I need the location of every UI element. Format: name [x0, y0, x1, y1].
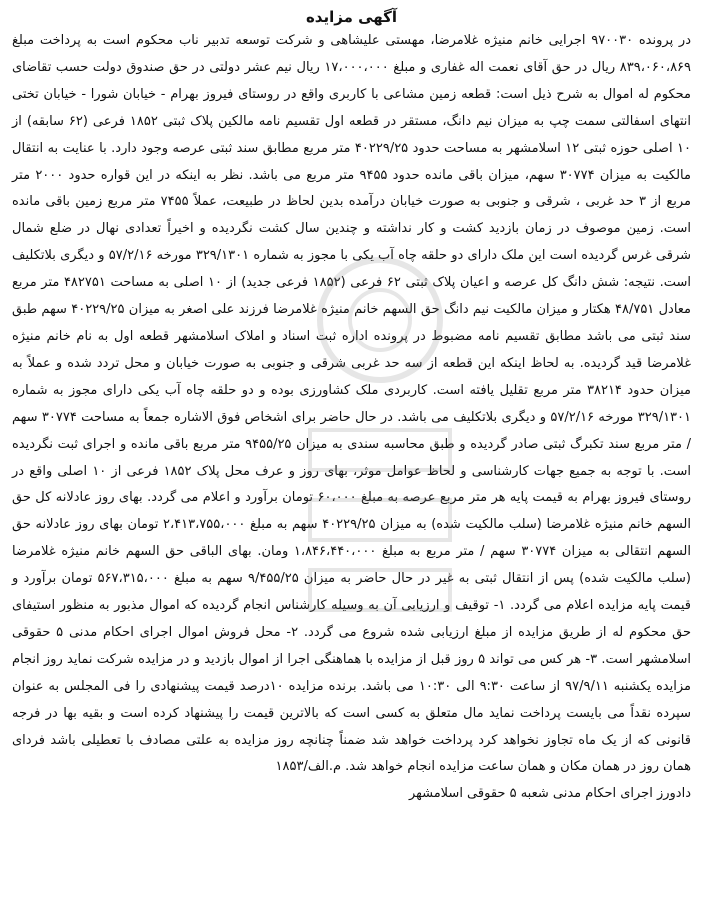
notice-signature: دادورز اجرای احکام مدنی شعبه ۵ حقوقی اسلامشهر — [408, 786, 691, 802]
notice-body: در پرونده ۹۷۰۰۳۰ اجرایی خانم منیژه غلامرضا، مهستی علیشاهی و شرکت توسعه تدبیر ناب محکوم است به پرداخت مبلغ ۸۳۹،۰۶۰،۸۶۹ ریال در حق آقای نعمت اله غفاری و مبلغ ۱۷،۰۰۰،۰۰۰ ریال نیم عشر دولتی در حق صندوق دولت حسب تقاضای محکوم له اموال به شرح ذیل است: قطعه زمین مشاعی با کاربری واقع در روستای فیروز بهرام - خیابان شورا - خیابان تختی انتهای اسفالتی سمت چپ به میزان نیم دانگ، مستقر در قطعه اول تقسیم نامه مالکین پلاک ثبتی ۱۸۵۲ فرعی (۶۲ سابقه) از ۱۰ اصلی حوزه ثبتی ۱۲ اسلامشهر به مساحت حدود ۴۰۲۲۹/۲۵ متر مربع مطابق سند ثبتی عرصه وجود دارد. با عنایت به انتقال مالکیت به میزان ۳۰۷۷۴ سهم، میزان باقی مانده حدود ۹۴۵۵ متر مربع می باشد. نظر به اینکه در این قواره حدود ۲۰۰۰ متر مربع از ۳ حد غربی ، شرقی و جنوبی به صورت خیابان درآمده بدین لحاظ در طبیعت، عملاً ۷۴۵۵ متر مربع زمین باقی مانده است. زمین موصوف در زمان بازدید کشت و کار نداشته و چندین سال کشت نگردیده و اخیراً تعدادی نهال در ضلع شمال شرقی غرس گردیده است این ملک دارای دو حلقه چاه آب یکی با مجوز به شماره ۳۲۹/۱۳۰۱ مورخه ۵۷/۲/۱۶ و دیگری بلاتکلیف است. نتیجه: شش دانگ کل عرصه و اعیان پلاک ثبتی ۶۲ فرعی (۱۸۵۲ فرعی جدید) از ۱۰ اصلی به مساحت ۴۸۲۷۵۱ متر مربع معادل ۴۸/۷۵۱ هکتار و میزان مالکیت نیم دانگ حق السهم خانم منیژه غلامرضا فرزند علی اصغر به میزان ۴۰۲۲۹/۲۵ سهم طبق سند ثبتی می باشد مطابق تقسیم نامه مضبوط در پرونده اداره ثبت اسناد و املاک اسلامشهر قطعه اول به نام خانم منیژه غلامرضا قید گردیده. به لحاظ اینکه این قطعه از سه حد غربی شرقی و جنوبی به صورت خیابان و محل تردد شده و عملاً به میزان حدود ۳۸۲۱۴ متر مربع تقلیل یافته است. کاربردی ملک کشاورزی بوده و دو حلقه چاه آب یکی دارای مجوز به شماره ۳۲۹/۱۳۰۱ مورخه ۵۷/۲/۱۶ و دیگری بلاتکلیف می باشد. در حال حاضر برای اشخاص فوق الاشاره جمعاً به مساحت ۳۰۷۷۴ سهم / متر مربع سند تکبرگ ثبتی صادر گردیده و طبق محاسبه سندی به میزان ۹۴۵۵/۲۵ متر مربع باقی مانده و اجرای ثبت نگردیده است. با توجه به جمیع جهات کارشناسی و لحاظ عوامل موثر، بهای روز و عرف محل پلاک ۱۸۵۲ فرعی از ۱۰ اصلی واقع در روستای فیروز بهرام به قیمت پایه هر متر مربع عرصه به مبلغ ۶۰،۰۰۰ تومان برآورد و اعلام می گردد. بهای روز عادلانه کل حق السهم خانم منیژه غلامرضا (سلب مالکیت شده) به میزان ۴۰۲۲۹/۲۵ سهم به مبلغ ۲،۴۱۳،۷۵۵،۰۰۰ تومان بهای روز عادلانه حق السهم انتقالی به میزان ۳۰۷۷۴ سهم / متر مربع به مبلغ ۱،۸۴۶،۴۴۰،۰۰۰ ومان. بهای الباقی حق السهم خانم منیژه غلامرضا (سلب مالکیت شده) پس از انتقال ثبتی به غیر در حال حاضر به میزان ۹/۴۵۵/۲۵ سهم به مبلغ ۵۶۷،۳۱۵،۰۰۰ تومان برآورد و قیمت پایه مزایده اعلام می گردد. ۱- توقیف و ارزیابی آن به وسیله کارشناس انجام گردیده که اموال مذبور به منظور استیفای حق محکوم له از طریق مزایده از مبلغ ارزیابی شده شروع می گردد. ۲- محل فروش اموال اجرای احکام مدنی ۵ حقوقی اسلامشهر است. ۳- هر کس می تواند ۵ روز قبل از مزایده با هماهنگی اجرا از اموال بازدید و در مزایده شرکت نماید روز انجام مزایده یکشنبه ۹۷/۹/۱۱ از ساعت ۹:۳۰ الی ۱۰:۳۰ می باشد. برنده مزایده ۱۰درصد قیمت پیشنهادی را فی المجلس به عنوان سپرده نقداً می بایست پرداخت نماید مال متعلق به کسی است که بالاترین قیمت را پیشنهاد کرده است و بقیه بها در فرجه قانونی که از یک ماه تجاوز نخواهد کرد پرداخت خواهد شد ضمناً چنانچه روز مزایده به علتی مصادف با تعطیلی باشد فردای همان روز در همان مکان و همان ساعت مزایده انجام خواهد شد. م.الف/۱۸۵۳ — [12, 33, 692, 775]
notice-title: آگهی مزایده — [305, 8, 398, 26]
